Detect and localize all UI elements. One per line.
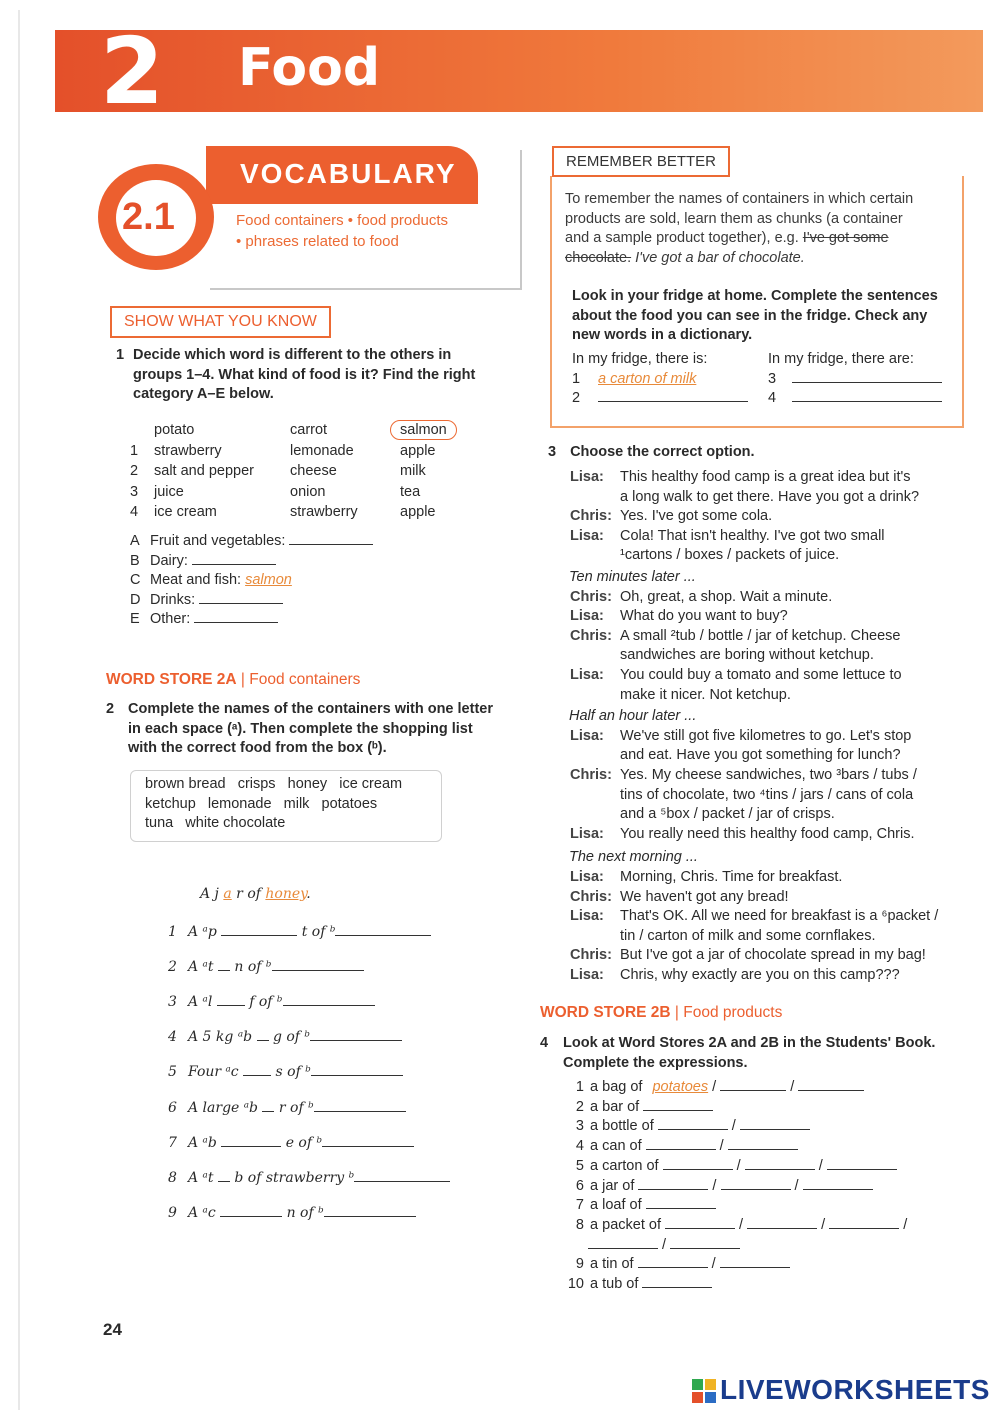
dialogue-line: Lisa: Chris, why exactly are you on this camp??? bbox=[570, 967, 900, 983]
page-number: 24 bbox=[103, 1320, 122, 1339]
dialogue-line: Half an hour later ... bbox=[569, 708, 697, 725]
dialogue-line: Lisa: What do you want to buy? bbox=[570, 608, 788, 625]
answer-blank[interactable] bbox=[289, 532, 373, 545]
page-edge bbox=[18, 10, 20, 1410]
category-d: D Drinks: bbox=[130, 591, 373, 611]
dialogue-line: Lisa: We've still got five kilometres to go. Let's stop bbox=[570, 727, 912, 744]
dialogue-line: and a ⁵box / packet / jar of crisps. bbox=[620, 806, 835, 823]
shopping-item: 2 A ᵃt n of ᵇ bbox=[168, 958, 364, 975]
shopping-item: 7 A ᵃb e of ᵇ bbox=[168, 1134, 414, 1151]
dialogue-line: Lisa: Morning, Chris. Time for breakfast. bbox=[570, 869, 843, 885]
fridge-item-4: 4 bbox=[768, 389, 942, 409]
dialogue-line: Lisa: You really need this healthy food camp, Chris. bbox=[570, 825, 915, 842]
categories bbox=[130, 532, 373, 630]
word-row: 1 strawberry lemonade apple bbox=[130, 442, 436, 459]
dialogue-line: Lisa: That's OK. All we need for breakfast is a ⁶packet / bbox=[570, 908, 939, 925]
circled-answer: salmon bbox=[390, 420, 457, 440]
shopping-item: 9 A ᵃc n of ᵇ bbox=[168, 1204, 416, 1221]
show-what-you-know-heading: SHOW WHAT YOU KNOW bbox=[110, 306, 331, 338]
expression-item: 1 a bag of potatoes / / bbox=[556, 1078, 864, 1095]
word-box-content: brown bread crisps honey ice cream ketchup lemonade milk potatoes tuna white chocolate bbox=[145, 776, 403, 831]
dialogue-line: Ten minutes later ... bbox=[569, 569, 696, 585]
category-a: A Fruit and vegetables: bbox=[130, 532, 373, 552]
expression-item: 4 a can of / bbox=[556, 1137, 798, 1154]
vocabulary-label: VOCABULARY bbox=[240, 158, 457, 189]
answer-blank[interactable] bbox=[194, 610, 278, 623]
shopping-item: 8 A ᵃt b of strawberry ᵇ bbox=[168, 1169, 450, 1186]
expression-item: 8 a packet of / / / bbox=[575, 1216, 908, 1233]
dialogue-line: Lisa: This healthy food camp is a great idea but it's bbox=[570, 469, 911, 485]
fridge-item-1: 1 a carton of milk bbox=[572, 371, 697, 387]
unit-title: Food bbox=[238, 38, 381, 98]
dialogue-line: Chris: A small ²tub / bottle / jar of ketchup. Cheese bbox=[570, 627, 901, 644]
frame-line bbox=[210, 288, 522, 290]
fridge-left-label: In my fridge, there is: bbox=[572, 351, 708, 367]
remember-better-text: To remember the names of containers in which certain products are sold, learn them as chunks (a container and a sample product together), e.g. I've got some chocolate. I've got a bar of chocolate. bbox=[565, 191, 914, 266]
word-row: 3 juice onion tea bbox=[130, 483, 421, 500]
dialogue-line: Lisa: Cola! That isn't healthy. I've got two small bbox=[570, 527, 885, 544]
dialogue-line: sandwiches are boring without ketchup. bbox=[620, 647, 874, 664]
dialogue-line: Chris: Oh, great, a shop. Wait a minute. bbox=[570, 588, 833, 605]
expression-item: 10 a tub of bbox=[556, 1275, 712, 1292]
dialogue-line: The next morning ... bbox=[569, 849, 698, 866]
expression-item: 2 a bar of bbox=[556, 1098, 713, 1115]
word-store-2a-heading: WORD STORE 2A | Food containers bbox=[106, 671, 361, 688]
unit-number: 2 bbox=[100, 18, 165, 125]
dialogue-line: a long walk to get there. Have you got a drink? bbox=[620, 488, 920, 505]
exercise-1-instruction: 1 Decide which word is different to the others in groups 1–4. What kind of food is it? Find the right category A–E below. bbox=[116, 347, 476, 402]
word-row: 4 ice cream strawberry apple bbox=[130, 504, 436, 520]
expression-item: 6 a jar of / / bbox=[556, 1177, 873, 1194]
answer-filled: salmon bbox=[245, 572, 292, 588]
answer-blank[interactable] bbox=[199, 591, 283, 604]
answer-blank[interactable] bbox=[192, 552, 276, 565]
dialogue-line: and eat. Have you got something for lunch? bbox=[620, 747, 901, 764]
expression-item-continued: / bbox=[588, 1236, 740, 1253]
dialogue-line: Chris: Yes. I've got some cola. bbox=[570, 508, 773, 525]
word-row: 2 salt and pepper cheese milk bbox=[130, 463, 426, 479]
dialogue-line: tins of chocolate, two ⁴tins / jars / cans of cola bbox=[620, 786, 914, 803]
category-e: E Other: bbox=[130, 610, 373, 630]
remember-better-heading: REMEMBER BETTER bbox=[552, 146, 730, 177]
shopping-item: 4 A 5 kg ᵃb g of ᵇ bbox=[168, 1028, 402, 1045]
shopping-item: 3 A ᵃl f of ᵇ bbox=[168, 993, 375, 1010]
shopping-item: 6 A large ᵃb r of ᵇ bbox=[168, 1099, 406, 1116]
expression-item: 3 a bottle of / bbox=[556, 1117, 810, 1134]
unit-banner bbox=[55, 30, 983, 112]
expression-item: 5 a carton of / / bbox=[556, 1157, 897, 1174]
category-c: C Meat and fish: salmon bbox=[130, 572, 292, 588]
fridge-item-2: 2 bbox=[572, 389, 748, 409]
word-groups bbox=[130, 422, 457, 525]
expression-item: 7 a loaf of bbox=[556, 1196, 716, 1213]
expression-item: 9 a tin of / bbox=[556, 1255, 790, 1272]
lesson-number: 2.1 bbox=[122, 196, 175, 238]
fridge-item-3: 3 bbox=[768, 370, 942, 390]
dialogue-line: Chris: Yes. My cheese sandwiches, two ³bars / tubs / bbox=[570, 767, 917, 783]
liveworksheets-brand: LIVEWORKSHEETS bbox=[720, 1374, 990, 1405]
dialogue-line: Chris: We haven't got any bread! bbox=[570, 888, 789, 905]
category-b: B Dairy: bbox=[130, 552, 373, 572]
fridge-right-label: In my fridge, there are: bbox=[768, 351, 914, 367]
dialogue-line: ¹cartons / boxes / packets of juice. bbox=[620, 547, 840, 564]
dialogue-line: tin / carton of milk and some cornflakes. bbox=[620, 927, 876, 944]
dialogue-line: make it nicer. Not ketchup. bbox=[620, 686, 791, 703]
exercise-2-instruction: 2 Complete the names of the containers with one letter in each space (ᵃ). Then complete the shopping list with the correct food from the box (ᵇ). bbox=[106, 701, 493, 756]
remember-better-task: Look in your fridge at home. Complete the sentences about the food you can see in the fridge. Check any new words in a dictionary. bbox=[572, 288, 938, 343]
exercise-4-instruction: 4 Look at Word Stores 2A and 2B in the Students' Book. Complete the expressions. bbox=[540, 1035, 936, 1071]
dialogue-line: Lisa: You could buy a tomato and some lettuce to bbox=[570, 667, 902, 683]
dialogue-line: Chris: But I've got a jar of chocolate spread in my bag! bbox=[570, 947, 926, 964]
word-store-2b-heading: WORD STORE 2B | Food products bbox=[540, 1004, 783, 1021]
shopping-item: 1 A ᵃp t of ᵇ bbox=[168, 923, 431, 940]
frame-line bbox=[520, 150, 522, 290]
liveworksheets-logo-icon bbox=[692, 1379, 716, 1403]
exercise-3-instruction: 3 Choose the correct option. bbox=[548, 444, 755, 460]
lesson-subtitle: Food containers • food products • phrases related to food bbox=[236, 212, 449, 250]
shopping-item: 5 Four ᵃc s of ᵇ bbox=[168, 1063, 403, 1080]
word-row-example: potato carrot salmon bbox=[130, 422, 457, 443]
shopping-example: A j a r of honey. bbox=[200, 886, 311, 902]
